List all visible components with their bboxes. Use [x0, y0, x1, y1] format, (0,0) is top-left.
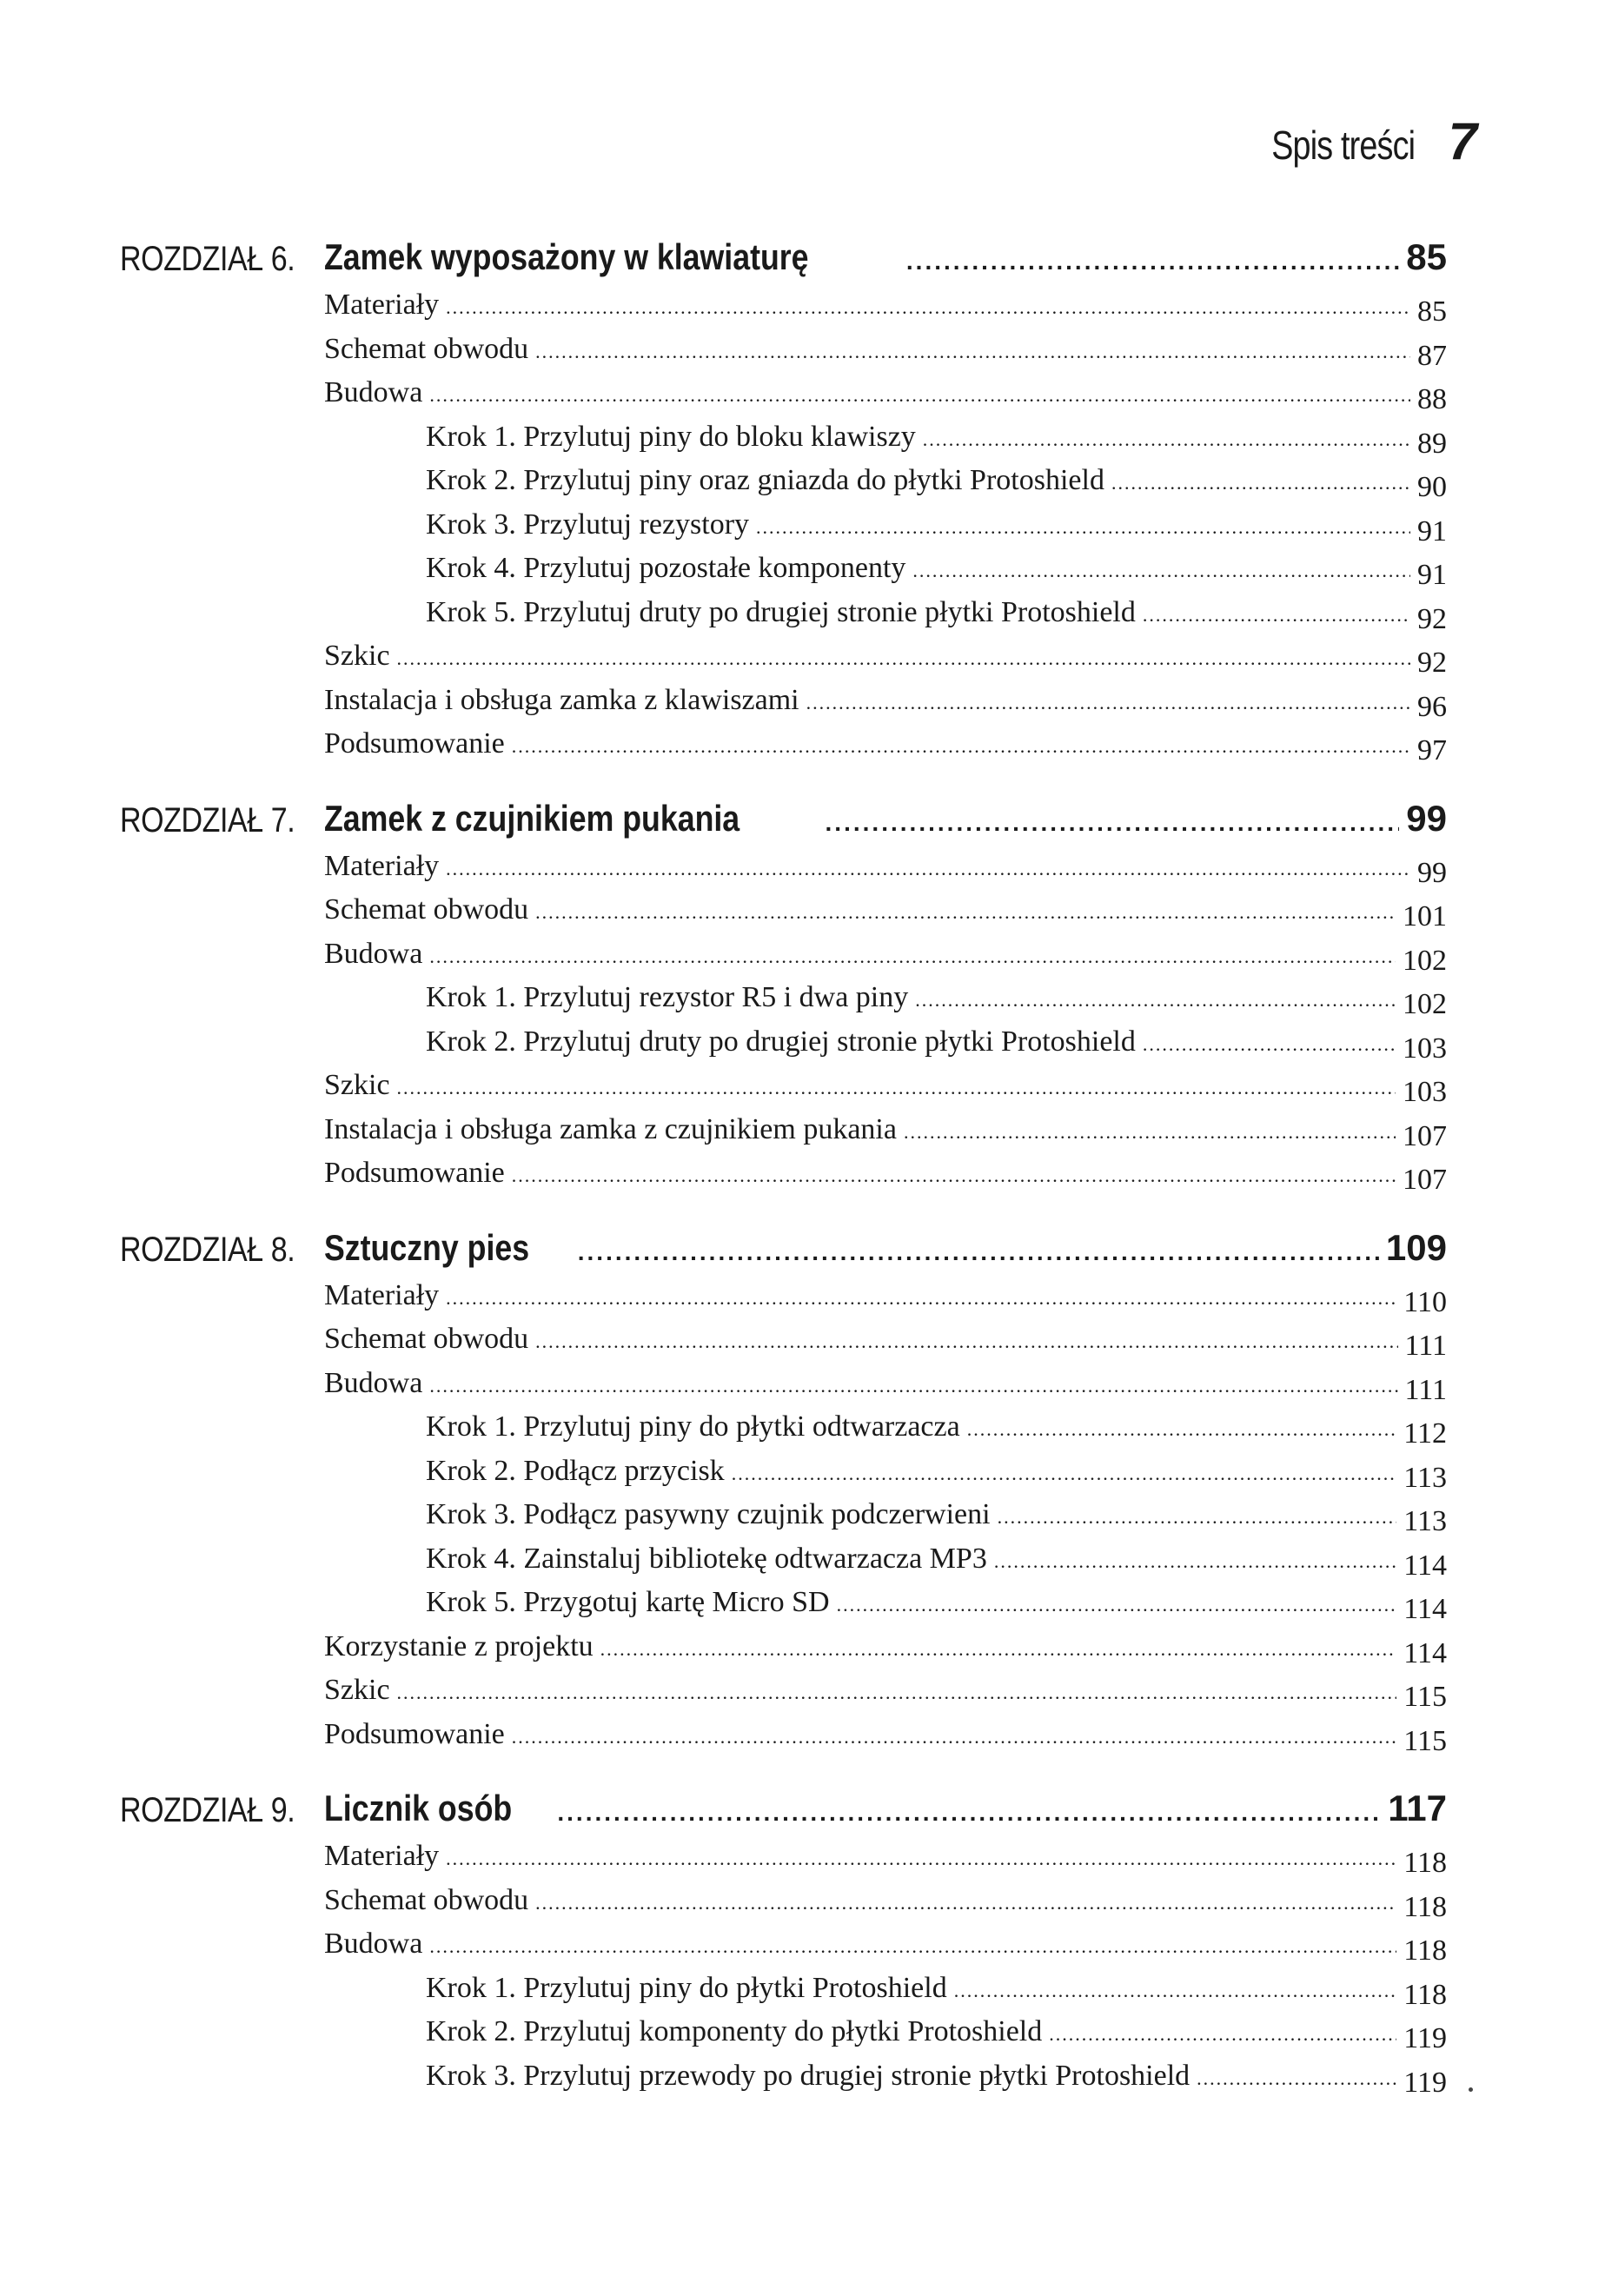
chapter-page-number: 117 — [1388, 1788, 1447, 1828]
dot-leader — [535, 341, 1410, 363]
dot-leader — [994, 1550, 1396, 1573]
chapter-title-line — [324, 236, 1447, 278]
toc-entry — [324, 640, 1447, 684]
dot-leader — [756, 516, 1410, 539]
entry-page-number: 119 — [1403, 2022, 1447, 2054]
toc-entry — [324, 1884, 1447, 1928]
toc-entry — [324, 893, 1447, 938]
toc-entry — [324, 1113, 1447, 1158]
entry-page-number: 119 — [1403, 2066, 1447, 2099]
toc-entry — [324, 376, 1447, 421]
chapter-label: ROZDZIAŁ 8. — [120, 1230, 295, 1269]
entry-title: Materiały — [324, 1840, 440, 1872]
dot-leader — [446, 1287, 1396, 1310]
dot-leader — [967, 1418, 1397, 1441]
dot-leader — [397, 1077, 1396, 1099]
entry-title: Krok 1. Przylutuj rezystor R5 i dwa piny — [426, 981, 909, 1013]
chapter-heading — [0, 1224, 1605, 1279]
toc-entry — [324, 1279, 1447, 1324]
entry-title: Instalacja i obsługa zamka z czujnikiem pukania — [324, 1112, 897, 1145]
toc-entry — [324, 1323, 1447, 1367]
entry-page-number: 91 — [1417, 514, 1447, 547]
entry-page-number: 114 — [1403, 1593, 1447, 1625]
entry-title: Krok 1. Przylutuj piny do płytki Protoshield — [426, 1971, 947, 2004]
dot-leader — [512, 1165, 1396, 1187]
entry-page-number: 115 — [1403, 1724, 1447, 1757]
entry-page-number: 107 — [1403, 1164, 1447, 1196]
entry-title: Schemat obwodu — [324, 1883, 529, 1916]
entry-page-number: 92 — [1417, 647, 1447, 679]
entry-title: Budowa — [324, 937, 423, 970]
chapter-title-line — [324, 798, 1447, 839]
toc-entry — [324, 1069, 1447, 1113]
entry-page-number: 111 — [1404, 1330, 1447, 1362]
chapter-title-line — [324, 1788, 1447, 1829]
dot-leader — [904, 1121, 1396, 1144]
dot-leader — [397, 647, 1410, 670]
entry-title: Krok 2. Przylutuj druty po drugiej stronie płytki Protoshield — [426, 1025, 1136, 1058]
dot-leader — [429, 384, 1410, 407]
entry-title: Schemat obwodu — [324, 1323, 529, 1355]
dot-leader — [1111, 472, 1410, 494]
toc-subentry — [426, 1586, 1447, 1630]
entry-title: Krok 1. Przylutuj piny do bloku klawiszy — [426, 420, 916, 453]
dot-leader — [446, 858, 1410, 880]
dot-leader — [512, 1726, 1396, 1749]
chapter-title-line — [324, 1227, 1447, 1269]
toc-entry — [324, 1718, 1447, 1762]
entry-page-number: 96 — [1417, 690, 1447, 723]
entry-title: Krok 2. Przylutuj piny oraz gniazda do płytki Protoshield — [426, 464, 1104, 496]
entry-page-number: 114 — [1403, 1636, 1447, 1669]
toc-subentry — [426, 2060, 1447, 2104]
entry-title: Budowa — [324, 1366, 423, 1399]
toc-subentry — [426, 1410, 1447, 1455]
chapter-label: ROZDZIAŁ 7. — [120, 800, 295, 839]
entry-title: Szkic — [324, 1674, 390, 1706]
entry-page-number: 102 — [1403, 988, 1447, 1020]
entry-title: Krok 1. Przylutuj piny do płytki odtwarzacza — [426, 1410, 960, 1443]
entry-page-number: 99 — [1417, 856, 1447, 889]
entry-page-number: 90 — [1417, 471, 1447, 503]
dot-leader — [446, 1848, 1396, 1870]
entry-title: Krok 2. Podłącz przycisk — [426, 1454, 725, 1487]
chapter-label: ROZDZIAŁ 6. — [120, 240, 295, 278]
toc-entry — [324, 333, 1447, 377]
dot-leader — [1143, 1033, 1396, 1056]
entry-page-number: 118 — [1403, 1847, 1447, 1879]
entry-page-number: 118 — [1403, 1890, 1447, 1923]
dot-leader — [397, 1682, 1397, 1704]
entry-title: Krok 3. Przylutuj rezystory — [426, 508, 750, 541]
running-header — [1240, 111, 1477, 171]
toc-subentry — [426, 552, 1447, 596]
entry-title: Korzystanie z projektu — [324, 1629, 594, 1662]
toc-entry — [324, 850, 1447, 894]
toc-entry — [324, 1928, 1447, 1972]
entry-title: Szkic — [324, 1069, 390, 1101]
running-title: Spis treści — [1271, 123, 1416, 168]
dot-leader — [1197, 2067, 1396, 2090]
chapter-heading — [0, 1784, 1605, 1840]
table-of-contents — [0, 233, 1605, 2126]
entry-title: Podsumowanie — [324, 1717, 505, 1750]
entry-title: Schemat obwodu — [324, 332, 529, 365]
toc-subentry — [426, 981, 1447, 1025]
toc-chapter — [0, 1784, 1605, 2103]
dot-leader — [806, 692, 1410, 714]
toc-chapter — [0, 794, 1605, 1201]
entry-page-number: 113 — [1403, 1505, 1447, 1537]
dot-leader — [429, 1375, 1397, 1397]
dot-leader — [923, 428, 1410, 451]
toc-entry — [324, 1157, 1447, 1201]
dot-leader — [954, 1980, 1397, 2002]
toc-chapter — [0, 1224, 1605, 1762]
entry-title: Schemat obwodu — [324, 893, 529, 926]
entry-title: Materiały — [324, 289, 440, 321]
entry-title: Krok 2. Przylutuj komponenty do płytki Protoshield — [426, 2015, 1043, 2047]
entry-page-number: 92 — [1417, 602, 1447, 635]
chapter-title: Sztuczny pies — [324, 1226, 530, 1268]
entry-page-number: 97 — [1417, 734, 1447, 766]
toc-entry — [324, 1630, 1447, 1675]
toc-subentry — [426, 1543, 1447, 1587]
dot-leader — [429, 946, 1396, 968]
toc-entry — [324, 1367, 1447, 1411]
toc-subentry — [426, 1025, 1447, 1070]
entry-page-number: 111 — [1404, 1373, 1447, 1406]
entry-page-number: 118 — [1403, 1978, 1447, 2011]
entry-title: Krok 5. Przylutuj druty po drugiej stronie płytki Protoshield — [426, 595, 1136, 628]
dot-leader — [998, 1506, 1397, 1529]
entry-page-number: 114 — [1403, 1549, 1447, 1582]
entry-title: Instalacja i obsługa zamka z klawiszami — [324, 683, 799, 716]
toc-subentry — [426, 421, 1447, 465]
print-speck — [1469, 2087, 1473, 2092]
chapter-title: Zamek z czujnikiem pukania — [324, 797, 740, 839]
dot-leader — [578, 1238, 1379, 1266]
chapter-page-number: 99 — [1406, 797, 1447, 839]
entry-title: Podsumowanie — [324, 1157, 505, 1189]
dot-leader — [837, 1594, 1397, 1616]
dot-leader — [1049, 2023, 1396, 2046]
entry-title: Podsumowanie — [324, 727, 505, 760]
toc-entry — [324, 938, 1447, 982]
toc-subentry — [426, 1972, 1447, 2016]
dot-leader — [1143, 604, 1410, 627]
toc-entry — [324, 1840, 1447, 1884]
dot-leader — [732, 1463, 1397, 1485]
dot-leader — [912, 560, 1410, 582]
entry-title: Materiały — [324, 849, 440, 882]
dot-leader — [915, 989, 1396, 1012]
dot-leader — [429, 1935, 1396, 1958]
dot-leader — [535, 1330, 1397, 1353]
entry-page-number: 88 — [1417, 383, 1447, 415]
dot-leader — [600, 1638, 1397, 1661]
toc-entry — [324, 684, 1447, 728]
entry-page-number: 113 — [1403, 1461, 1447, 1494]
chapter-heading — [0, 794, 1605, 850]
chapter-page-number: 109 — [1385, 1226, 1447, 1268]
toc-subentry — [426, 1455, 1447, 1499]
entry-page-number: 118 — [1403, 1934, 1447, 1967]
toc-subentry — [426, 508, 1447, 553]
dot-leader — [446, 296, 1410, 319]
entry-title: Krok 3. Przylutuj przewody po drugiej stronie płytki Protoshield — [426, 2059, 1190, 2092]
entry-page-number: 103 — [1403, 1032, 1447, 1065]
entry-title: Krok 3. Podłącz pasywny czujnik podczerwieni — [426, 1498, 991, 1530]
dot-leader — [512, 735, 1410, 758]
entry-page-number: 112 — [1403, 1417, 1447, 1450]
entry-page-number: 107 — [1403, 1119, 1447, 1152]
chapter-label: ROZDZIAŁ 9. — [120, 1791, 295, 1829]
chapter-title: Zamek wyposażony w klawiaturę — [324, 236, 809, 277]
dot-leader — [557, 1799, 1381, 1827]
entry-title: Krok 4. Przylutuj pozostałe komponenty — [426, 552, 906, 584]
chapter-title: Licznik osób — [324, 1788, 513, 1828]
entry-page-number: 89 — [1417, 427, 1447, 460]
entry-title: Krok 4. Zainstaluj bibliotekę odtwarzacza MP3 — [426, 1542, 987, 1575]
dot-leader — [826, 809, 1400, 837]
page-number: 7 — [1448, 112, 1477, 170]
entry-title: Szkic — [324, 640, 390, 672]
entry-title: Krok 5. Przygotuj kartę Micro SD — [426, 1586, 830, 1618]
toc-entry — [324, 727, 1447, 772]
entry-page-number: 110 — [1403, 1285, 1447, 1318]
toc-entry — [324, 1674, 1447, 1718]
entry-page-number: 115 — [1403, 1681, 1447, 1713]
entry-title: Budowa — [324, 376, 423, 408]
entry-page-number: 91 — [1417, 559, 1447, 591]
toc-subentry — [426, 464, 1447, 508]
entry-page-number: 101 — [1403, 900, 1447, 932]
dot-leader — [535, 1892, 1396, 1914]
entry-page-number: 87 — [1417, 339, 1447, 372]
entry-title: Budowa — [324, 1928, 423, 1960]
entry-page-number: 103 — [1403, 1076, 1447, 1108]
entry-page-number: 85 — [1417, 295, 1447, 328]
toc-chapter — [0, 233, 1605, 772]
chapter-page-number: 85 — [1406, 236, 1447, 277]
chapter-heading — [0, 233, 1605, 289]
dot-leader — [906, 248, 1399, 275]
dot-leader — [535, 901, 1396, 924]
toc-entry — [324, 289, 1447, 333]
toc-subentry — [426, 596, 1447, 640]
entry-page-number: 102 — [1403, 944, 1447, 977]
entry-title: Materiały — [324, 1278, 440, 1311]
toc-subentry — [426, 2015, 1447, 2060]
toc-subentry — [426, 1498, 1447, 1543]
